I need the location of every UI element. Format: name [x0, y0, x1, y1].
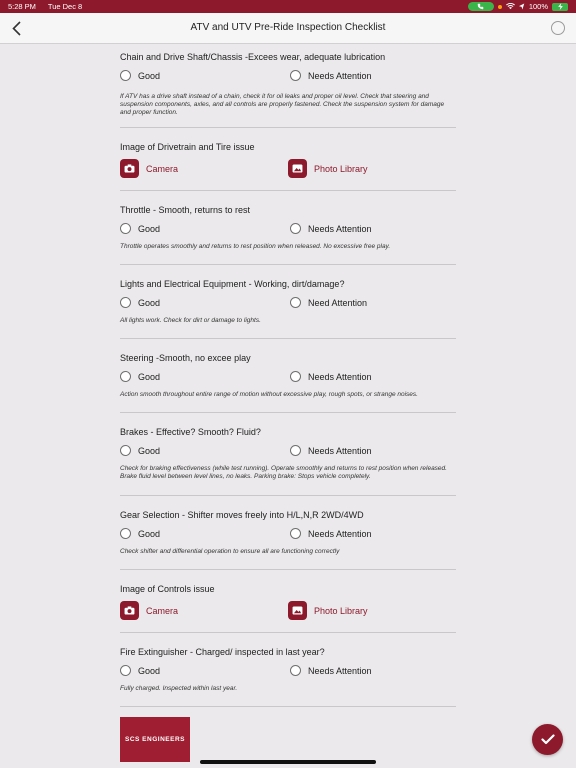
needs-attention-radio-option[interactable] [290, 371, 372, 382]
radio-button[interactable] [290, 297, 301, 308]
radio-button[interactable] [120, 528, 131, 539]
checklist-item-gear-selection [120, 510, 456, 556]
radio-button[interactable] [120, 70, 131, 81]
radio-button[interactable] [120, 223, 131, 234]
radio-button[interactable] [290, 70, 301, 81]
photo-library-icon [288, 601, 307, 620]
good-radio-option[interactable] [120, 297, 160, 308]
divider [120, 706, 456, 707]
needs-attention-radio-option[interactable] [290, 445, 372, 456]
camera-button[interactable] [120, 159, 178, 178]
status-time: 5:28 PM [8, 2, 36, 11]
question-title: Throttle - Smooth, returns to rest [120, 205, 251, 215]
divider [120, 127, 456, 128]
needs-attention-radio-option[interactable] [290, 528, 372, 539]
question-description: Fully charged. Inspected within last year. [120, 685, 238, 692]
photo-library-icon [288, 159, 307, 178]
option-label: Needs Attention [308, 223, 372, 234]
divider [120, 412, 456, 413]
page-title: ATV and UTV Pre-Ride Inspection Checklist [190, 22, 386, 33]
good-radio-option[interactable] [120, 70, 160, 81]
checklist-item-lights [120, 279, 456, 325]
option-label: Good [138, 528, 161, 539]
status-bar [0, 0, 576, 13]
logo-text: SCS ENGINEERS [125, 736, 185, 743]
good-radio-option[interactable] [120, 665, 160, 676]
camera-icon [120, 159, 139, 178]
radio-button[interactable] [120, 297, 131, 308]
option-label: Needs Attention [308, 371, 372, 382]
checklist-item-steering [120, 353, 456, 399]
radio-button[interactable] [290, 371, 301, 382]
divider [120, 569, 456, 570]
camera-icon [120, 601, 139, 620]
battery-charging-icon [552, 3, 568, 11]
question-description: All lights work. Check for dirt or damage to lights. [120, 317, 261, 324]
photo-library-button[interactable] [288, 601, 368, 620]
good-radio-option[interactable] [120, 528, 160, 539]
divider [120, 264, 456, 265]
option-label: Good [138, 223, 161, 234]
checklist-item-chain-drive [120, 52, 456, 118]
submit-button[interactable] [532, 724, 563, 755]
radio-button[interactable] [290, 528, 301, 539]
good-radio-option[interactable] [120, 371, 160, 382]
radio-button[interactable] [120, 665, 131, 676]
image-upload-drivetrain [120, 142, 456, 179]
question-description: Action smooth throughout entire range of motion without excessive play, rough spots, or strange noises. [120, 391, 418, 398]
photo-library-label: Photo Library [314, 605, 368, 616]
question-description: Check for braking effectiveness (while test running). Operate smoothly and returns to rest position when released. Brake fluid level between level lines, no leaks. Parking brake: Stops vehicle completely. [120, 465, 447, 481]
option-label: Good [138, 70, 161, 81]
wifi-icon [506, 3, 515, 10]
camera-button[interactable] [120, 601, 178, 620]
phone-icon[interactable] [468, 2, 494, 11]
option-label: Good [138, 445, 161, 456]
option-label: Good [138, 297, 161, 308]
camera-label: Camera [146, 605, 179, 616]
good-radio-option[interactable] [120, 445, 160, 456]
needs-attention-radio-option[interactable] [290, 665, 372, 676]
status-date: Tue Dec 8 [47, 2, 83, 11]
home-indicator[interactable] [200, 760, 376, 764]
camera-label: Camera [146, 163, 179, 174]
good-radio-option[interactable] [120, 223, 160, 234]
radio-button[interactable] [120, 445, 131, 456]
radio-button[interactable] [120, 371, 131, 382]
battery-percent: 100% [528, 2, 548, 11]
location-icon [519, 3, 525, 10]
needs-attention-radio-option[interactable] [290, 297, 367, 308]
image-section-title: Image of Controls issue [120, 584, 215, 594]
option-label: Needs Attention [308, 665, 372, 676]
question-title: Chain and Drive Shaft/Chassis -Excees wear, adequate lubrication [120, 52, 386, 62]
radio-button[interactable] [290, 223, 301, 234]
option-label: Need Attention [308, 297, 368, 308]
question-description: Check shifter and differential operation to ensure all are functioning correctly [120, 548, 340, 555]
recording-dot-icon [498, 5, 502, 9]
radio-button[interactable] [290, 445, 301, 456]
divider [120, 632, 456, 633]
checklist-item-fire-extinguisher [120, 647, 456, 693]
photo-library-button[interactable] [288, 159, 368, 178]
option-label: Good [138, 371, 161, 382]
question-title: Lights and Electrical Equipment - Working, dirt/damage? [120, 279, 345, 289]
option-label: Needs Attention [308, 70, 372, 81]
question-title: Brakes - Effective? Smooth? Fluid? [120, 427, 261, 437]
option-label: Needs Attention [308, 528, 372, 539]
scs-engineers-logo [120, 717, 190, 762]
question-title: Gear Selection - Shifter moves freely into H/L,N,R 2WD/4WD [120, 510, 364, 520]
question-description: Throttle operates smoothly and returns to rest position when released. No excessive free play. [120, 243, 391, 250]
question-description: If ATV has a drive shaft instead of a chain, check it for oil leaks and proper oil level. Check that steering and suspension components, axles, and all controls are properly fastened. Check the suspension system for damage and proper function. [120, 93, 445, 117]
status-circle-button[interactable] [551, 21, 565, 35]
divider [120, 338, 456, 339]
question-title: Steering -Smooth, no excee play [120, 353, 251, 363]
checkmark-icon [541, 734, 555, 745]
checklist-item-brakes [120, 427, 456, 481]
radio-button[interactable] [290, 665, 301, 676]
question-title: Fire Extinguisher - Charged/ inspected in last year? [120, 647, 325, 657]
checklist-item-throttle [120, 205, 456, 251]
option-label: Needs Attention [308, 445, 372, 456]
option-label: Good [138, 665, 161, 676]
divider [120, 495, 456, 496]
needs-attention-radio-option[interactable] [290, 70, 372, 81]
navigation-bar [0, 13, 576, 44]
image-upload-controls [120, 584, 456, 621]
divider [120, 190, 456, 191]
photo-library-label: Photo Library [314, 163, 368, 174]
needs-attention-radio-option[interactable] [290, 223, 372, 234]
image-section-title: Image of Drivetrain and Tire issue [120, 142, 255, 152]
